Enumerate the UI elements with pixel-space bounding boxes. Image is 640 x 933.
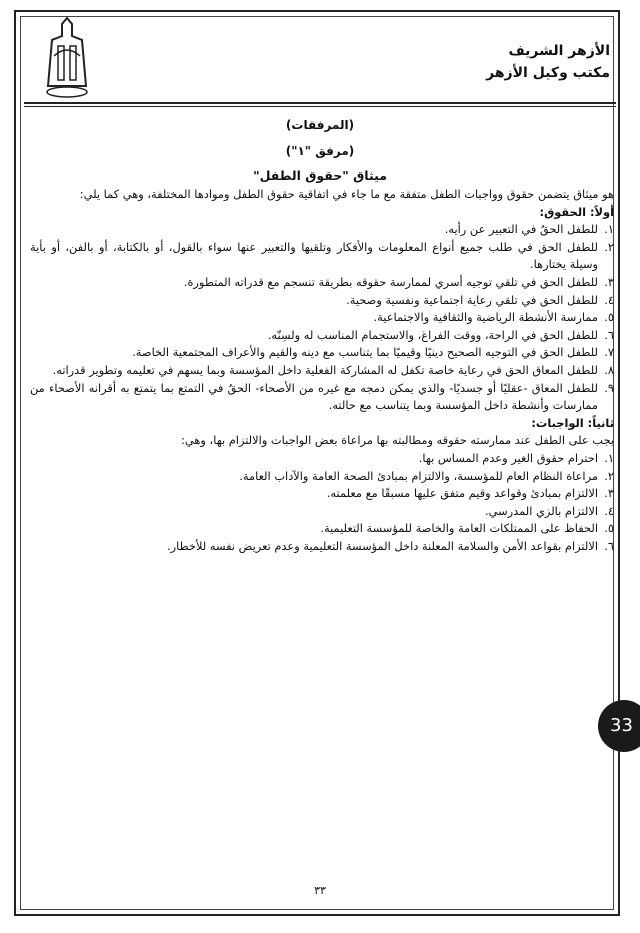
page-tab-badge: 33 [598, 700, 640, 752]
page-number: ٣٣ [314, 884, 326, 897]
list-item: ٦. الالتزام بقواعد الأمن والسلامة المعلنة داخل المؤسسة التعليمية وعدم تعريض نفسه للأخطار. [167, 538, 614, 553]
annex-label: (مرفق "١") [285, 144, 355, 158]
intro-paragraph: هو ميثاق يتضمن حقوق وواجبات الطفل متفقة مع ما جاء في اتفاقية حقوق الطفل وموادها المختلفة، وهي كما يلي: [79, 187, 614, 201]
list-item: ٤. للطفل الحق في تلقي رعاية اجتماعية ونفسية وصحية. [346, 292, 614, 307]
list-item: ٧. للطفل الحق في التوجيه الصحيح دينيًا وقيميًا بما يتناسب مع دينه والقيم والأعراف المجتمعية الخاصة. [132, 345, 614, 360]
rights-heading: أولاً: الحقوق: [539, 204, 614, 219]
charter-title: ميثاق "حقوق الطفل" [253, 168, 387, 183]
duties-heading: ثانياً: الواجبات: [531, 415, 614, 430]
list-item: ٣. للطفل الحق في تلقي توجيه أسري لممارسة حقوقه بطريقة تنسجم مع قدراته المتطورة. [183, 274, 614, 289]
office-name: مكتب وكيل الأزهر [486, 65, 610, 81]
attachments-title: (المرفقات) [285, 118, 355, 132]
list-item: ٢. مراعاة النظام العام للمؤسسة، والالتزام بمبادئ الصحة العامة والآداب العامة. [239, 468, 614, 483]
list-item: ٦. للطفل الحق في الراحة، ووقت الفراغ، والاستجمام المناسب له ولسِنّه. [267, 327, 614, 342]
rights-list [30, 221, 614, 415]
list-item: ١. للطفل الحقُ في التعبير عن رأيه. [444, 222, 614, 237]
duties-list [30, 450, 614, 556]
list-item: ٣. الالتزام بمبادئ وقواعد وقيم متفق عليها مسبقًا مع معلمته. [326, 486, 614, 501]
charter-body [30, 186, 614, 555]
duties-intro: يجب على الطفل عند ممارسته حقوقه ومطالبته بها مراعاة بعض الواجبات والالتزام بها، وهي: [181, 433, 614, 448]
list-item: ٨. للطفل المعاق الحق في رعاية خاصة تكفل له المشاركة الفعلية داخل المؤسسة وبما يسهم في تعليمه وتطوير قدراته. [52, 362, 614, 377]
header-divider-thin [24, 106, 616, 107]
list-item: ٢. للطفل الحق في طلب جميع أنواع المعلومات والأفكار وتلقيها والتعبير عنها سواء بالقول، أو بالكتابة، أو بالفن، أو بأية وسيلة يختارها. [30, 239, 614, 272]
org-name: الأزهر الشريف [508, 43, 610, 59]
list-item: ٥. الحفاظ على الممتلكات العامة والخاصة للمؤسسة التعليمية. [320, 521, 614, 536]
list-item: ٩. للطفل المعاق -عقليًا أو جسديًا- والذي يمكن دمجه مع غيره من الأصحاء- الحقُ في التمتع بما يتمتع به أقرانه الأصحاء من ممارسات وأنشطة داخل المؤسسة وبما يتناسب مع حالته. [30, 380, 614, 413]
list-item: ١. احترام حقوق الغير وعدم المساس بها. [418, 450, 614, 465]
list-item: ٤. الالتزام بالزي المدرسي. [485, 503, 614, 518]
list-item: ٥. ممارسة الأنشطة الرياضية والثقافية والاجتماعية. [373, 310, 614, 325]
al-azhar-logo [42, 16, 92, 100]
letterhead [486, 40, 610, 84]
header-divider [24, 102, 616, 104]
